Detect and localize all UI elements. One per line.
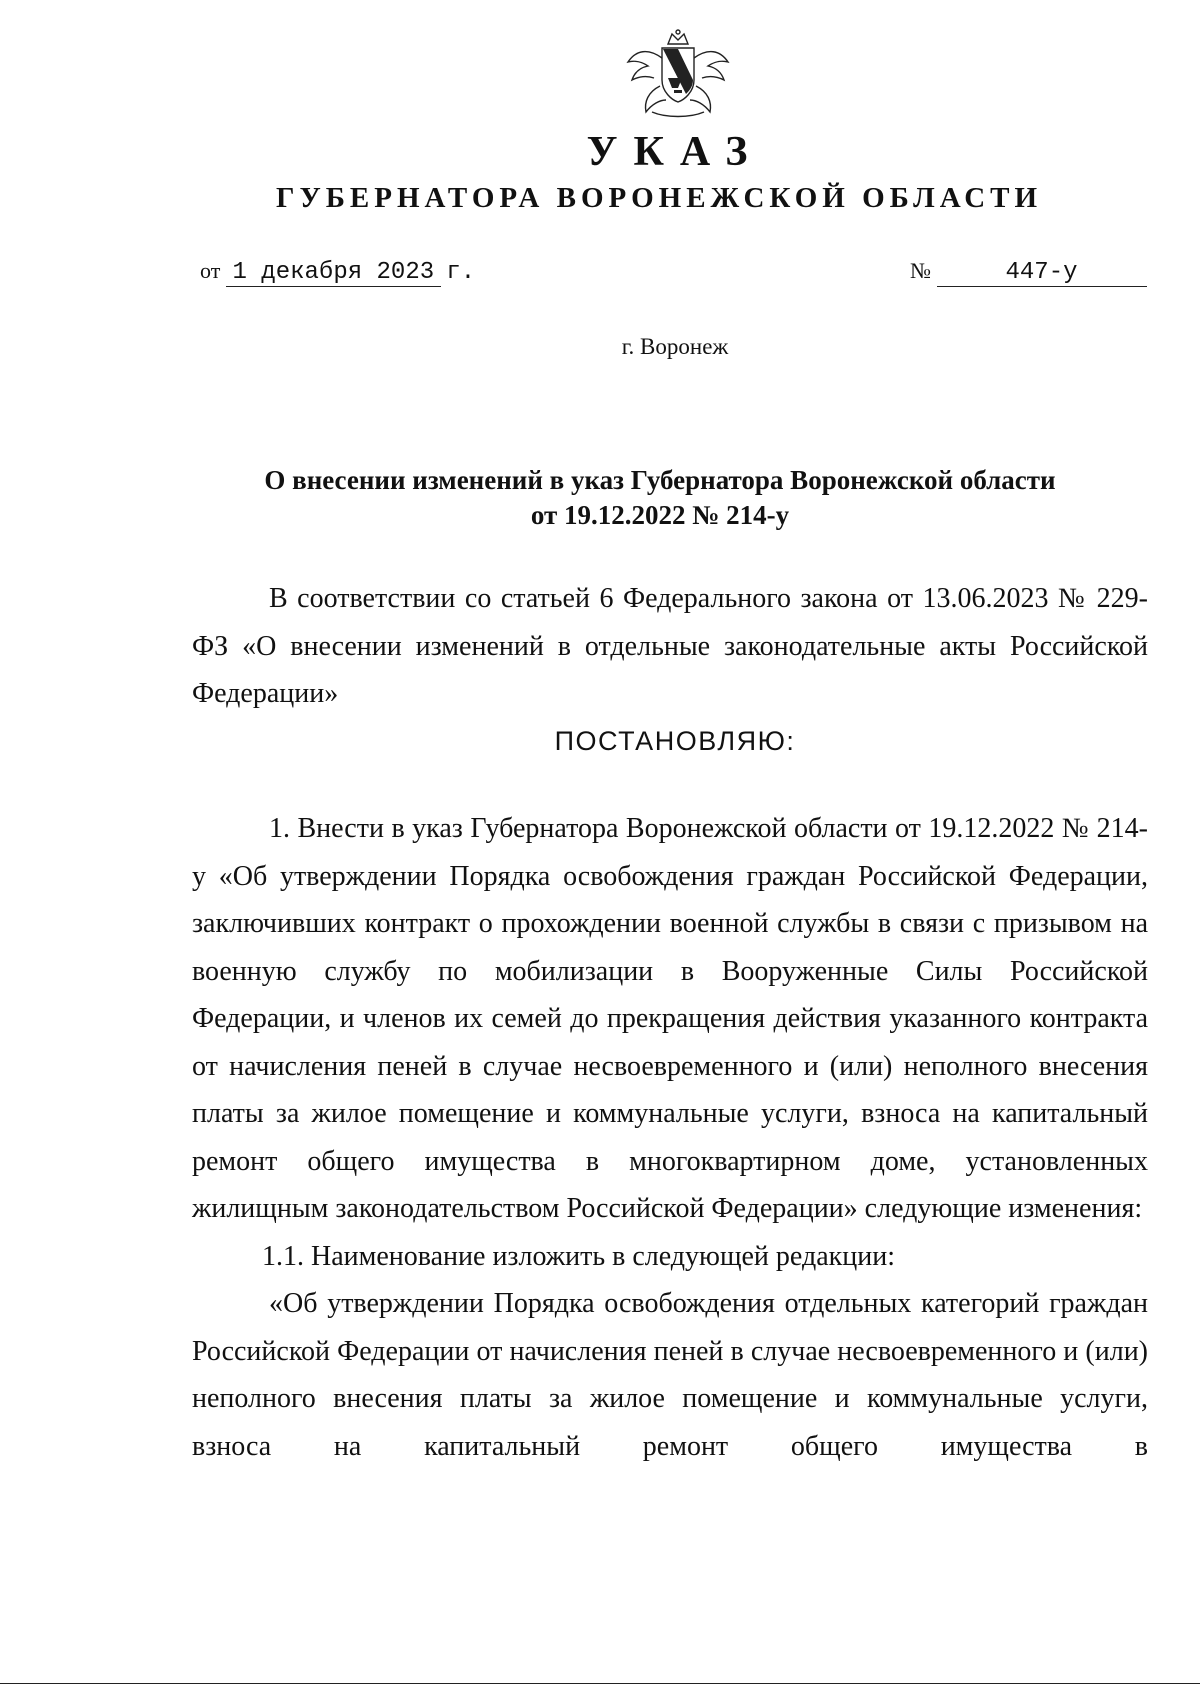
item-1-1-paragraph: 1.1. Наименование изложить в следующей редакции: xyxy=(262,1240,895,1272)
document-date: 1 декабря 2023 xyxy=(226,259,441,287)
preamble-paragraph: В соответствии со статьей 6 Федерального закона от 13.06.2023 № 229-ФЗ «О внесении изменений в отдельные законодательные акты Российской Федерации» xyxy=(192,583,1148,709)
date-suffix: г. xyxy=(446,259,476,286)
document-title-line-2: от 19.12.2022 № 214-у xyxy=(530,500,790,530)
preamble-block xyxy=(192,575,1148,718)
page-bottom-border xyxy=(0,1683,1200,1685)
issuer-title: ГУБЕРНАТОРА ВОРОНЕЖСКОЙ ОБЛАСТИ xyxy=(276,182,1043,214)
number-prefix: № xyxy=(910,258,931,283)
document-type-title: УКАЗ xyxy=(586,129,764,175)
date-line xyxy=(200,258,475,287)
body-block xyxy=(192,805,1148,1470)
date-prefix: от xyxy=(200,258,221,283)
item-1-paragraph: 1. Внести в указ Губернатора Воронежской области от 19.12.2022 № 214-у «Об утверждении Порядка освобождения граждан Российской Федерации, заключивших контракт о прохождении военной службы в связи с призывом на военную службу по мобилизации в Вооруженные Силы Российской Федерации, и членов их семей до прекращения действия указанного контракта от начисления пеней в случае несвоевременного и (или) неполного внесения платы за жилое помещение и коммунальные услуги, взноса на капитальный ремонт общего имущества в многоквартирном доме, установленных жилищным законодательством Российской Федерации» следующие изменения: xyxy=(192,813,1148,1224)
voronezh-coat-of-arms-icon xyxy=(622,28,734,120)
quote-paragraph: «Об утверждении Порядка освобождения отдельных категорий граждан Российской Федерации от начисления пеней в случае несвоевременного и (или) неполного внесения платы за жилое помещение и коммунальные услуги, взноса на капитальный ремонт общего имущества в xyxy=(192,1288,1148,1462)
document-title xyxy=(180,463,1140,533)
number-line xyxy=(910,258,1147,287)
city-label: г. Воронеж xyxy=(621,334,729,359)
decree-word: ПОСТАНОВЛЯЮ: xyxy=(554,726,796,756)
document-number: 447-у xyxy=(937,259,1147,287)
document-title-line-1: О внесении изменений в указ Губернатора Воронежской области xyxy=(264,465,1056,495)
